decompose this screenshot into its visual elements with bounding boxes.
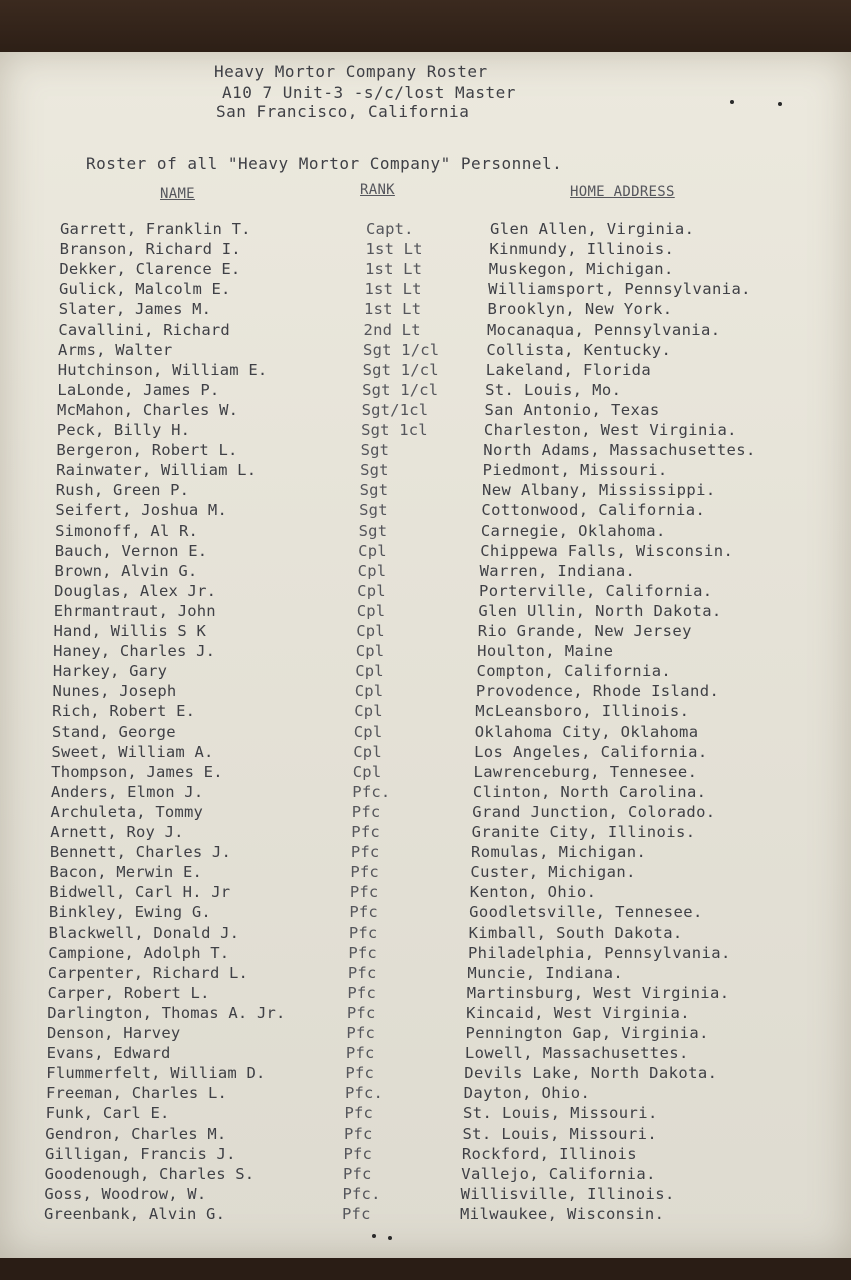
roster-rank: Pfc <box>350 843 380 862</box>
roster-name: Goss, Woodrow, W. <box>44 1184 207 1203</box>
roster-address: San Antonio, Texas <box>484 400 660 419</box>
roster-name: Evans, Edward <box>46 1044 171 1063</box>
roster-document <box>0 52 851 1258</box>
roster-address: Clinton, North Carolina. <box>472 782 707 801</box>
roster-rank: Cpl <box>356 622 385 640</box>
roster-rank: Sgt 1cl <box>361 421 428 439</box>
roster-name: Rainwater, William L. <box>56 461 257 480</box>
roster-address: Piedmont, Missouri. <box>482 461 668 480</box>
roster-rank: Cpl <box>355 642 385 661</box>
roster-rank: Pfc <box>348 943 377 962</box>
roster-rank: Sgt <box>360 461 389 480</box>
roster-address: Pennington Gap, Virginia. <box>465 1024 709 1042</box>
roster-name: Rush, Green P. <box>55 481 190 500</box>
roster-rank: Sgt 1/cl <box>363 340 440 359</box>
roster-address: Warren, Indiana. <box>479 561 636 580</box>
roster-name: Bauch, Vernon E. <box>54 541 208 560</box>
ink-mark <box>372 1234 376 1238</box>
roster-address: Kimball, South Dakota. <box>468 923 683 942</box>
roster-name: Hand, Willis S K <box>53 622 206 640</box>
roster-address: St. Louis, Missouri. <box>463 1104 658 1123</box>
roster-address: Glen Ullin, North Dakota. <box>478 601 722 620</box>
roster-name: Arnett, Roy J. <box>50 823 184 841</box>
roster-name: Seifert, Joshua M. <box>55 501 227 520</box>
roster-name: Rich, Robert E. <box>52 702 196 721</box>
roster-rank: Pfc <box>347 963 377 982</box>
roster-address: Martinsburg, West Virginia. <box>466 983 730 1002</box>
header-title: Heavy Mortor Company Roster <box>214 62 488 81</box>
header-location: San Francisco, California <box>216 102 470 121</box>
roster-address: Glen Allen, Virginia. <box>490 220 695 238</box>
roster-address: Cottonwood, California. <box>481 501 706 520</box>
roster-rank: Sgt <box>359 501 388 520</box>
roster-rank: Pfc <box>347 983 376 1002</box>
roster-address: Williamsport, Pennsylvania. <box>488 280 751 299</box>
roster-name: Simonoff, Al R. <box>55 521 199 540</box>
column-header-rank: RANK <box>360 182 395 198</box>
roster-rank: Pfc <box>348 923 378 942</box>
roster-address: Kenton, Ohio. <box>469 883 597 902</box>
roster-rank: Cpl <box>352 762 382 781</box>
roster-rank: 1st Lt <box>365 240 423 259</box>
roster-address: Granite City, Illinois. <box>471 823 696 841</box>
roster-address: Willisville, Illinois. <box>460 1184 675 1203</box>
roster-name: Gulick, Malcolm E. <box>59 280 231 299</box>
roster-rank: Pfc <box>342 1164 372 1183</box>
roster-address: Philadelphia, Pennsylvania. <box>467 943 731 962</box>
roster-name: Garrett, Franklin T. <box>60 220 251 238</box>
roster-name: Slater, James M. <box>58 300 212 319</box>
ink-mark <box>778 102 782 106</box>
roster-rank: Pfc. <box>344 1084 384 1103</box>
roster-rank: Cpl <box>358 541 387 560</box>
roster-rank: 1st Lt <box>364 300 422 319</box>
roster-rank: 1st Lt <box>365 260 423 279</box>
roster-rank: Sgt <box>359 481 389 500</box>
roster-address: Carnegie, Oklahoma. <box>480 521 666 540</box>
roster-name: Nunes, Joseph <box>52 682 177 701</box>
roster-address: Rockford, Illinois <box>461 1144 638 1163</box>
roster-address: Chippewa Falls, Wisconsin. <box>480 541 734 560</box>
roster-name: Stand, George <box>51 722 176 741</box>
roster-name: Flummerfelt, William D. <box>46 1064 266 1083</box>
roster-rank: Pfc <box>350 863 379 882</box>
header-unit: A10 7 Unit-3 -s/c/lost Master <box>222 83 516 102</box>
roster-name: Thompson, James E. <box>51 762 223 781</box>
roster-rank: Cpl <box>357 561 387 580</box>
roster-address: Oklahoma City, Oklahoma <box>474 722 699 741</box>
roster-address: Romulas, Michigan. <box>471 843 647 862</box>
roster-address: New Albany, Mississippi. <box>482 481 716 500</box>
roster-rank: Cpl <box>354 682 384 701</box>
roster-rank: Pfc <box>343 1144 373 1163</box>
roster-rank: Cpl <box>356 601 386 620</box>
roster-rank: Pfc <box>349 903 378 922</box>
roster-name: Campione, Adolph T. <box>48 943 230 962</box>
roster-name: Anders, Elmon J. <box>50 782 204 801</box>
roster-rank: Pfc <box>345 1044 375 1063</box>
roster-rank: Pfc. <box>352 782 391 801</box>
roster-rank: Sgt 1/cl <box>362 380 439 399</box>
column-header-address: HOME ADDRESS <box>570 184 675 200</box>
roster-rank: Pfc. <box>342 1184 381 1203</box>
roster-name: Bacon, Merwin E. <box>49 863 203 882</box>
ink-mark <box>730 100 734 104</box>
roster-rank: Sgt 1/cl <box>362 360 439 379</box>
roster-name: Dekker, Clarence E. <box>59 260 241 279</box>
roster-rank: Pfc <box>351 823 380 841</box>
roster-rank: Sgt <box>358 521 388 540</box>
roster-name: Goodenough, Charles S. <box>44 1164 255 1183</box>
roster-address: Lowell, Massachusettes. <box>464 1044 689 1063</box>
roster-address: Houlton, Maine <box>477 642 614 661</box>
roster-rank: Pfc <box>346 1024 376 1042</box>
roster-name: Carper, Robert L. <box>47 983 210 1002</box>
roster-name: Peck, Billy H. <box>56 421 191 439</box>
roster-name: Binkley, Ewing G. <box>48 903 211 922</box>
roster-address: Provodence, Rhode Island. <box>475 682 720 701</box>
roster-name: Gendron, Charles M. <box>45 1124 227 1143</box>
roster-rank: Sgt/1cl <box>361 400 429 419</box>
roster-subtitle: Roster of all "Heavy Mortor Company" Personnel. <box>86 154 563 173</box>
roster-address: St. Louis, Mo. <box>485 380 622 399</box>
roster-address: Kincaid, West Virginia. <box>466 1003 690 1022</box>
roster-address: Custer, Michigan. <box>470 863 636 882</box>
roster-address: Devils Lake, North Dakota. <box>464 1064 718 1083</box>
roster-address: Muskegon, Michigan. <box>488 260 674 279</box>
roster-rank: Sgt <box>360 441 390 460</box>
roster-address: Brooklyn, New York. <box>487 300 673 319</box>
roster-rank: Cpl <box>353 722 383 741</box>
roster-name: Bidwell, Carl H. Jr <box>49 883 231 902</box>
roster-name: Douglas, Alex Jr. <box>54 581 217 600</box>
roster-name: Greenbank, Alvin G. <box>44 1204 226 1223</box>
roster-rank: Pfc <box>345 1064 375 1083</box>
roster-rank: Cpl <box>354 702 383 721</box>
roster-address: Charleston, West Virginia. <box>483 421 737 439</box>
roster-address: Lawrenceburg, Tennesee. <box>473 762 698 781</box>
roster-rank: Pfc <box>342 1204 371 1223</box>
roster-address: Porterville, California. <box>478 581 713 600</box>
roster-name: Arms, Walter <box>58 340 173 359</box>
roster-name: Branson, Richard I. <box>59 240 241 259</box>
roster-name: Hutchinson, William E. <box>57 360 268 379</box>
roster-address: Los Angeles, California. <box>474 742 708 761</box>
roster-name: Bennett, Charles J. <box>49 843 231 862</box>
roster-rank: 1st Lt <box>364 280 422 299</box>
roster-rank: Pfc <box>346 1003 376 1022</box>
roster-rank: 2nd Lt <box>363 320 421 339</box>
roster-name: Funk, Carl E. <box>45 1104 170 1123</box>
roster-address: Goodletsville, Tennesee. <box>469 903 703 922</box>
roster-name: Harkey, Gary <box>52 662 168 681</box>
roster-address: Collista, Kentucky. <box>486 340 672 359</box>
background-table-bottom <box>0 1258 851 1280</box>
roster-address: Lakeland, Florida <box>485 360 652 379</box>
roster-name: Carpenter, Richard L. <box>47 963 249 982</box>
ink-mark <box>388 1236 392 1240</box>
roster-name: LaLonde, James P. <box>57 380 220 399</box>
roster-name: Brown, Alvin G. <box>54 561 198 580</box>
roster-rank: Pfc <box>351 802 381 821</box>
roster-rank: Pfc <box>344 1104 374 1123</box>
roster-name: Cavallini, Richard <box>58 320 230 339</box>
roster-address: Muncie, Indiana. <box>467 963 624 982</box>
roster-address: Grand Junction, Colorado. <box>472 802 716 821</box>
roster-rank: Pfc <box>349 883 379 902</box>
roster-address: Kinmundy, Illinois. <box>489 240 675 259</box>
column-header-name: NAME <box>160 186 195 202</box>
roster-name: McMahon, Charles W. <box>57 400 239 419</box>
roster-address: Rio Grande, New Jersey <box>477 622 692 640</box>
background-table-top <box>0 0 851 52</box>
roster-address: Milwaukee, Wisconsin. <box>460 1204 665 1223</box>
roster-name: Freeman, Charles L. <box>45 1084 228 1103</box>
roster-address: Vallejo, California. <box>461 1164 656 1183</box>
roster-name: Haney, Charles J. <box>53 642 216 661</box>
roster-name: Archuleta, Tommy <box>50 802 204 821</box>
roster-address: Compton, California. <box>476 662 672 681</box>
roster-name: Ehrmantraut, John <box>53 601 216 620</box>
roster-address: North Adams, Massachusettes. <box>483 441 756 460</box>
roster-name: Denson, Harvey <box>46 1024 181 1042</box>
roster-rank: Cpl <box>357 581 386 600</box>
roster-rank: Capt. <box>366 220 414 238</box>
roster-name: Gilligan, Francis J. <box>44 1144 236 1163</box>
roster-rank: Pfc <box>343 1124 373 1143</box>
roster-address: St. Louis, Missouri. <box>462 1124 658 1143</box>
roster-name: Bergeron, Robert L. <box>56 441 238 460</box>
roster-name: Sweet, William A. <box>51 742 214 761</box>
roster-address: McLeansboro, Illinois. <box>475 702 690 721</box>
roster-rank: Cpl <box>355 662 384 681</box>
roster-address: Mocanaqua, Pennsylvania. <box>486 320 721 339</box>
roster-address: Dayton, Ohio. <box>463 1084 591 1103</box>
roster-name: Blackwell, Donald J. <box>48 923 240 942</box>
roster-rank: Cpl <box>353 742 382 761</box>
roster-name: Darlington, Thomas A. Jr. <box>47 1003 286 1022</box>
